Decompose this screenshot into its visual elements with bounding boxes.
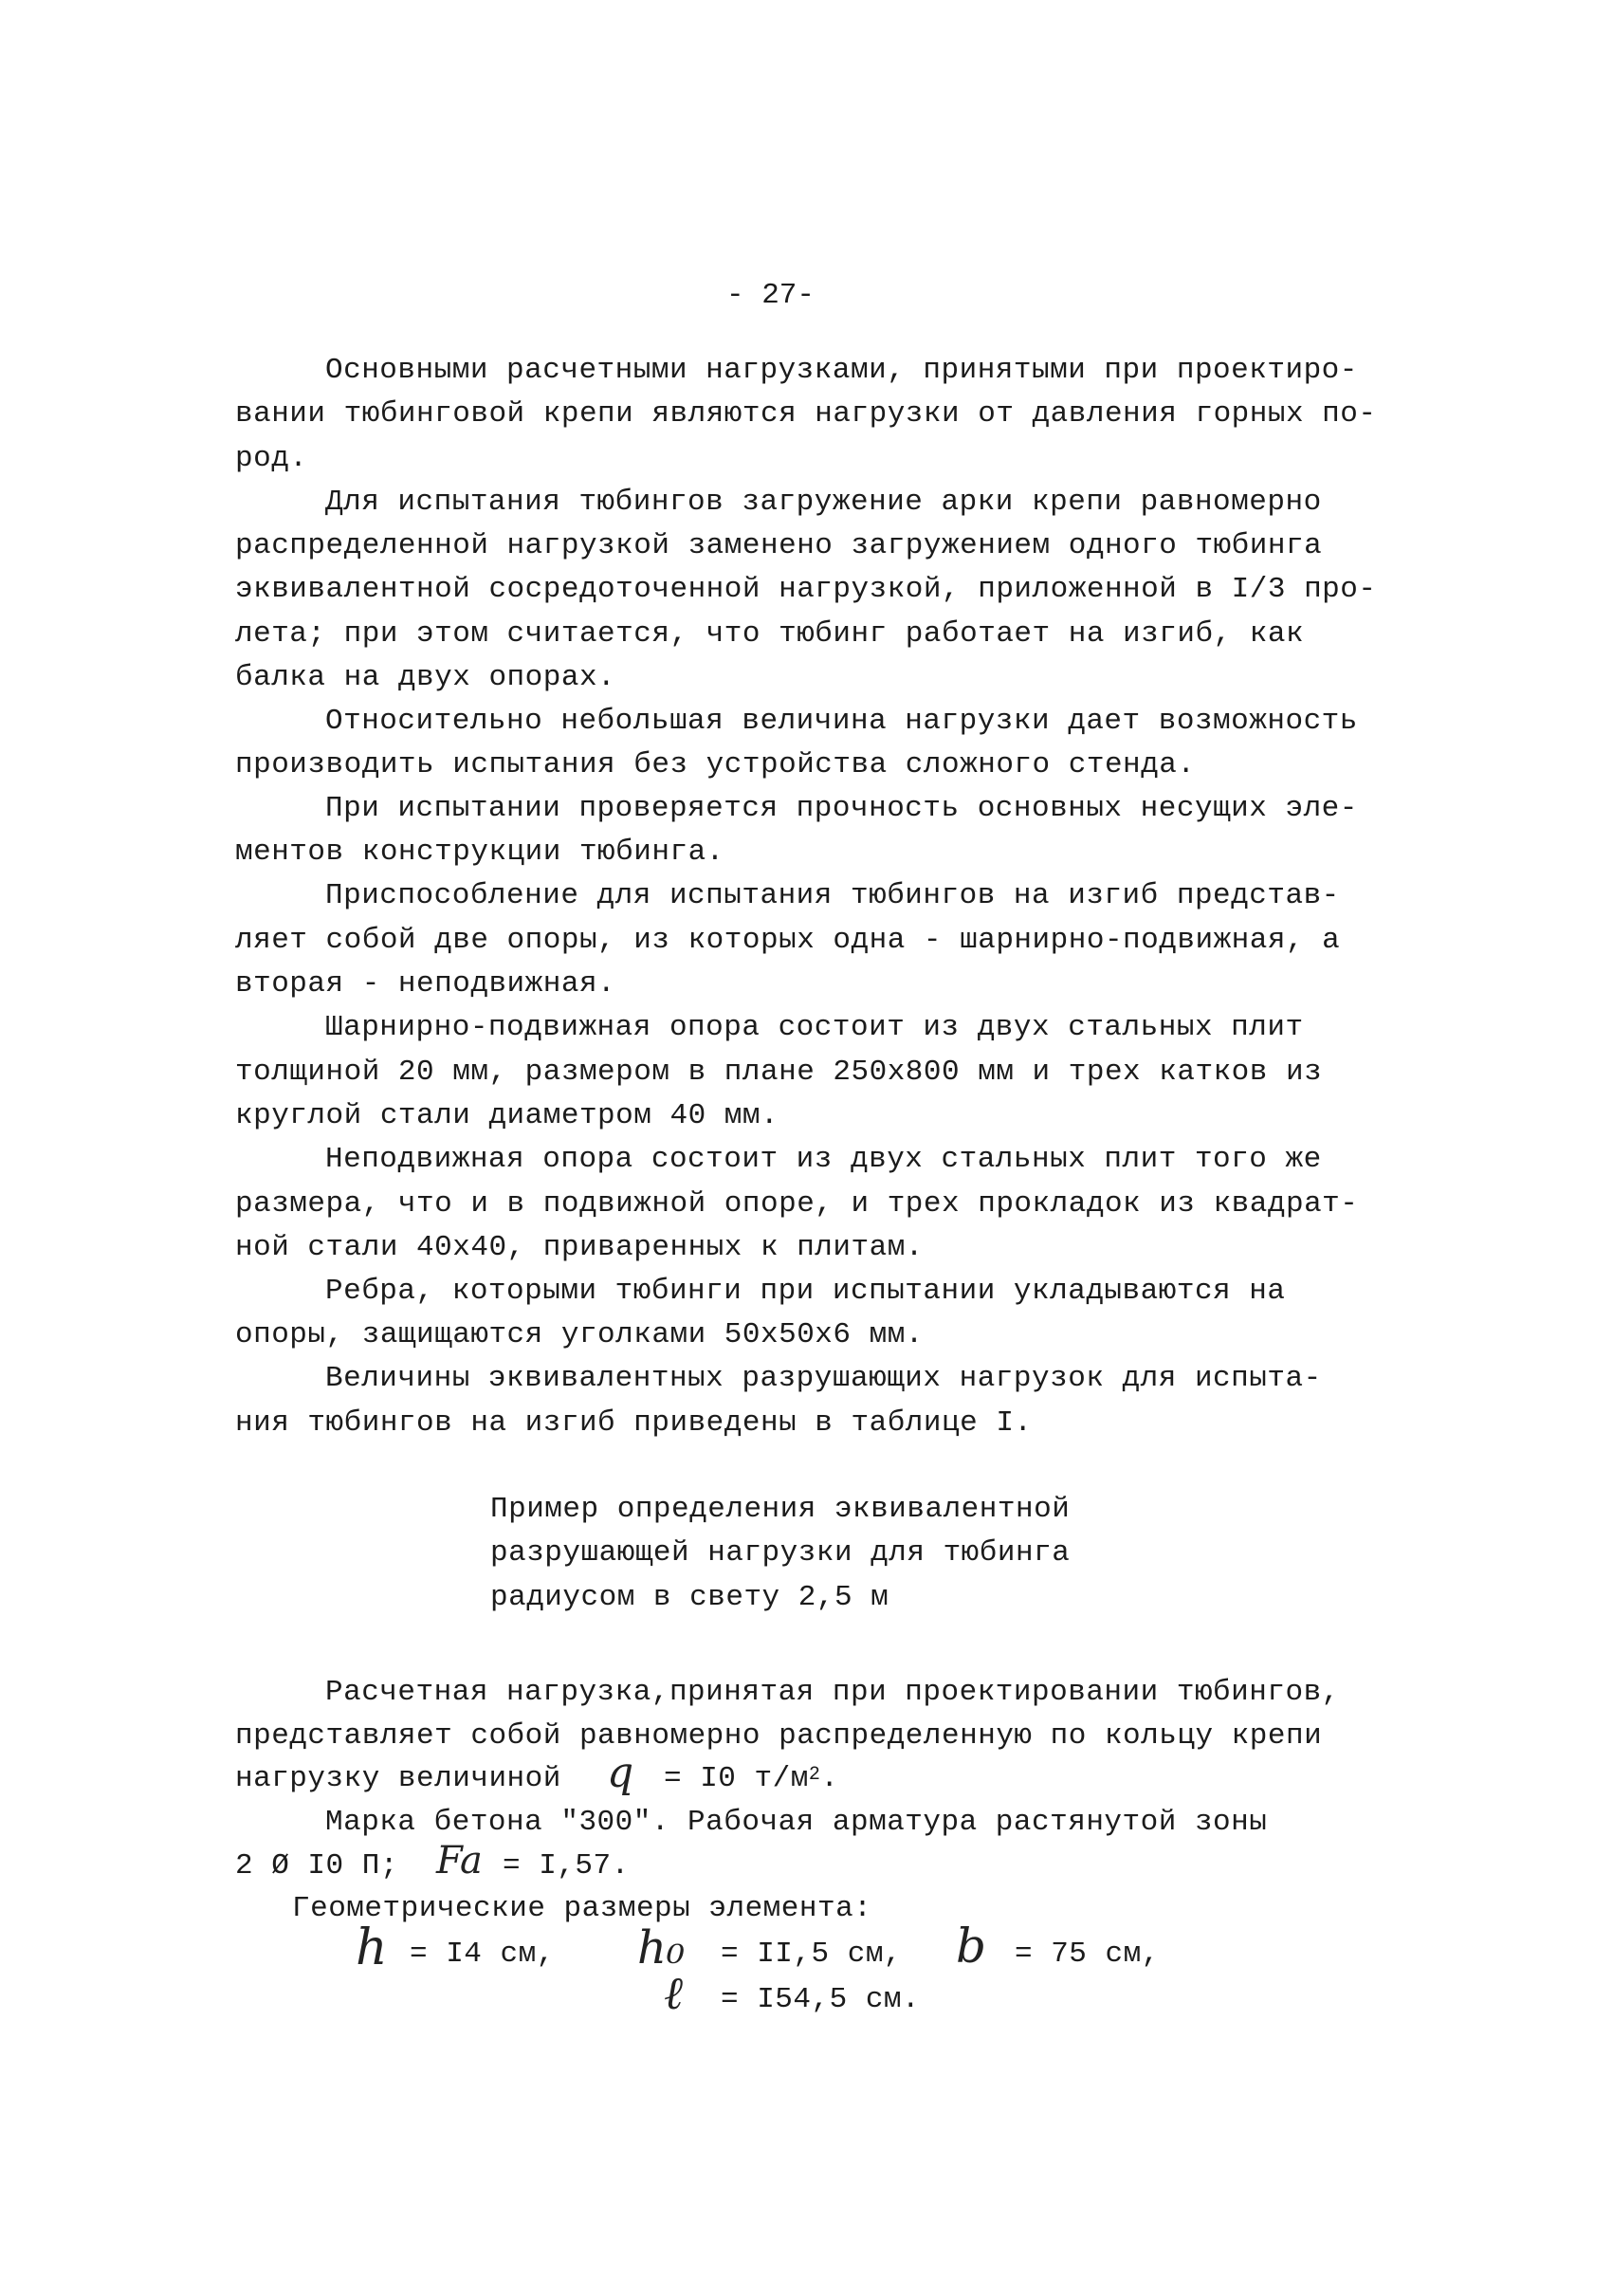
text-line: эквивалентной сосредоточенной нагрузкой, приложенной в I/3 про- xyxy=(235,573,1377,606)
text-line: При испытании проверяется прочность основных несущих эле- xyxy=(325,792,1358,825)
text-line: = I54,5 см. xyxy=(721,1983,921,2016)
text-line: Для испытания тюбингов загружение арки крепи равномерно xyxy=(325,486,1322,519)
text-line: вторая - неподвижная. xyxy=(235,967,616,1001)
text-line: вании тюбинговой крепи являются нагрузки от давления горных по- xyxy=(235,397,1377,431)
text-line: Основными расчетными нагрузками, принятыми при проектиро- xyxy=(325,354,1358,387)
text-line: размера, что и в подвижной опоре, и трех прокладок из квадрат- xyxy=(235,1187,1359,1221)
text-line: круглой стали диаметром 40 мм. xyxy=(235,1099,779,1132)
superscript: 2 xyxy=(808,1764,821,1786)
text-line: толщиной 20 мм, размером в плане 250х800 мм и трех катков из xyxy=(235,1056,1323,1089)
page-number: - 27- xyxy=(726,279,816,312)
text-line: ной стали 40х40, приваренных к плитам. xyxy=(235,1231,924,1264)
h0-symbol-handwritten: h₀ xyxy=(637,1921,686,1975)
text-line: представляет собой равномерно распределенную по кольцу крепи xyxy=(235,1719,1323,1753)
text-line: = II,5 см, xyxy=(721,1938,903,1971)
text-line: = I,57. xyxy=(503,1849,630,1883)
section-heading: разрушающей нагрузки для тюбинга xyxy=(490,1536,1071,1570)
text-fragment: нагрузку величиной xyxy=(235,1762,561,1795)
text-line xyxy=(664,1763,838,1795)
text-line: Неподвижная опора состоит из двух стальных плит того же xyxy=(325,1143,1322,1176)
l-symbol-handwritten: ℓ xyxy=(664,1967,683,2020)
text-line: ментов конструкции тюбинга. xyxy=(235,836,724,869)
text-line: ния тюбингов на изгиб приведены в таблице I. xyxy=(235,1406,1033,1440)
section-heading: Пример определения эквивалентной xyxy=(490,1493,1071,1526)
h-symbol-handwritten: h xyxy=(356,1919,388,1976)
text-fragment: . xyxy=(820,1762,839,1795)
text-line: Ребра, которыми тюбинги при испытании укладываются на xyxy=(325,1275,1286,1308)
text-line: производить испытания без устройства сложного стенда. xyxy=(235,748,1196,781)
text-line: Приспособление для испытания тюбингов на изгиб представ- xyxy=(325,879,1340,912)
q-symbol-handwritten: q xyxy=(607,1749,634,1797)
text-line: = I4 см, xyxy=(410,1938,555,1971)
text-line xyxy=(235,1763,561,1795)
text-line: Расчетная нагрузка,принятая при проектировании тюбингов, xyxy=(325,1676,1340,1709)
text-line: балка на двух опорах. xyxy=(235,661,616,694)
fa-symbol-handwritten: Fa xyxy=(436,1839,483,1883)
text-line: Величины эквивалентных разрушающих нагрузок для испыта- xyxy=(325,1362,1322,1395)
text-line: 2 Ø I0 П; xyxy=(235,1849,398,1883)
text-line: Шарнирно-подвижная опора состоит из двух стальных плит xyxy=(325,1011,1304,1044)
text-line: = 75 см, xyxy=(1015,1938,1160,1971)
b-symbol-handwritten: b xyxy=(956,1919,987,1974)
text-line: Марка бетона "300". Рабочая арматура растянутой зоны xyxy=(325,1806,1268,1839)
text-fragment: = I0 т/м xyxy=(664,1762,809,1795)
text-line: лета; при этом считается, что тюбинг работает на изгиб, как xyxy=(235,617,1305,651)
text-line: род. xyxy=(235,442,308,475)
text-line: опоры, защищаются уголками 50х50х6 мм. xyxy=(235,1318,924,1351)
text-line: распределенной нагрузкой заменено загружением одного тюбинга xyxy=(235,529,1323,562)
text-line: ляет собой две опоры, из которых одна - шарнирно-подвижная, а xyxy=(235,924,1341,957)
text-line: Геометрические размеры элемента: xyxy=(292,1892,872,1925)
section-heading: радиусом в свету 2,5 м xyxy=(490,1581,889,1614)
text-line: Относительно небольшая величина нагрузки дает возможность xyxy=(325,705,1358,738)
